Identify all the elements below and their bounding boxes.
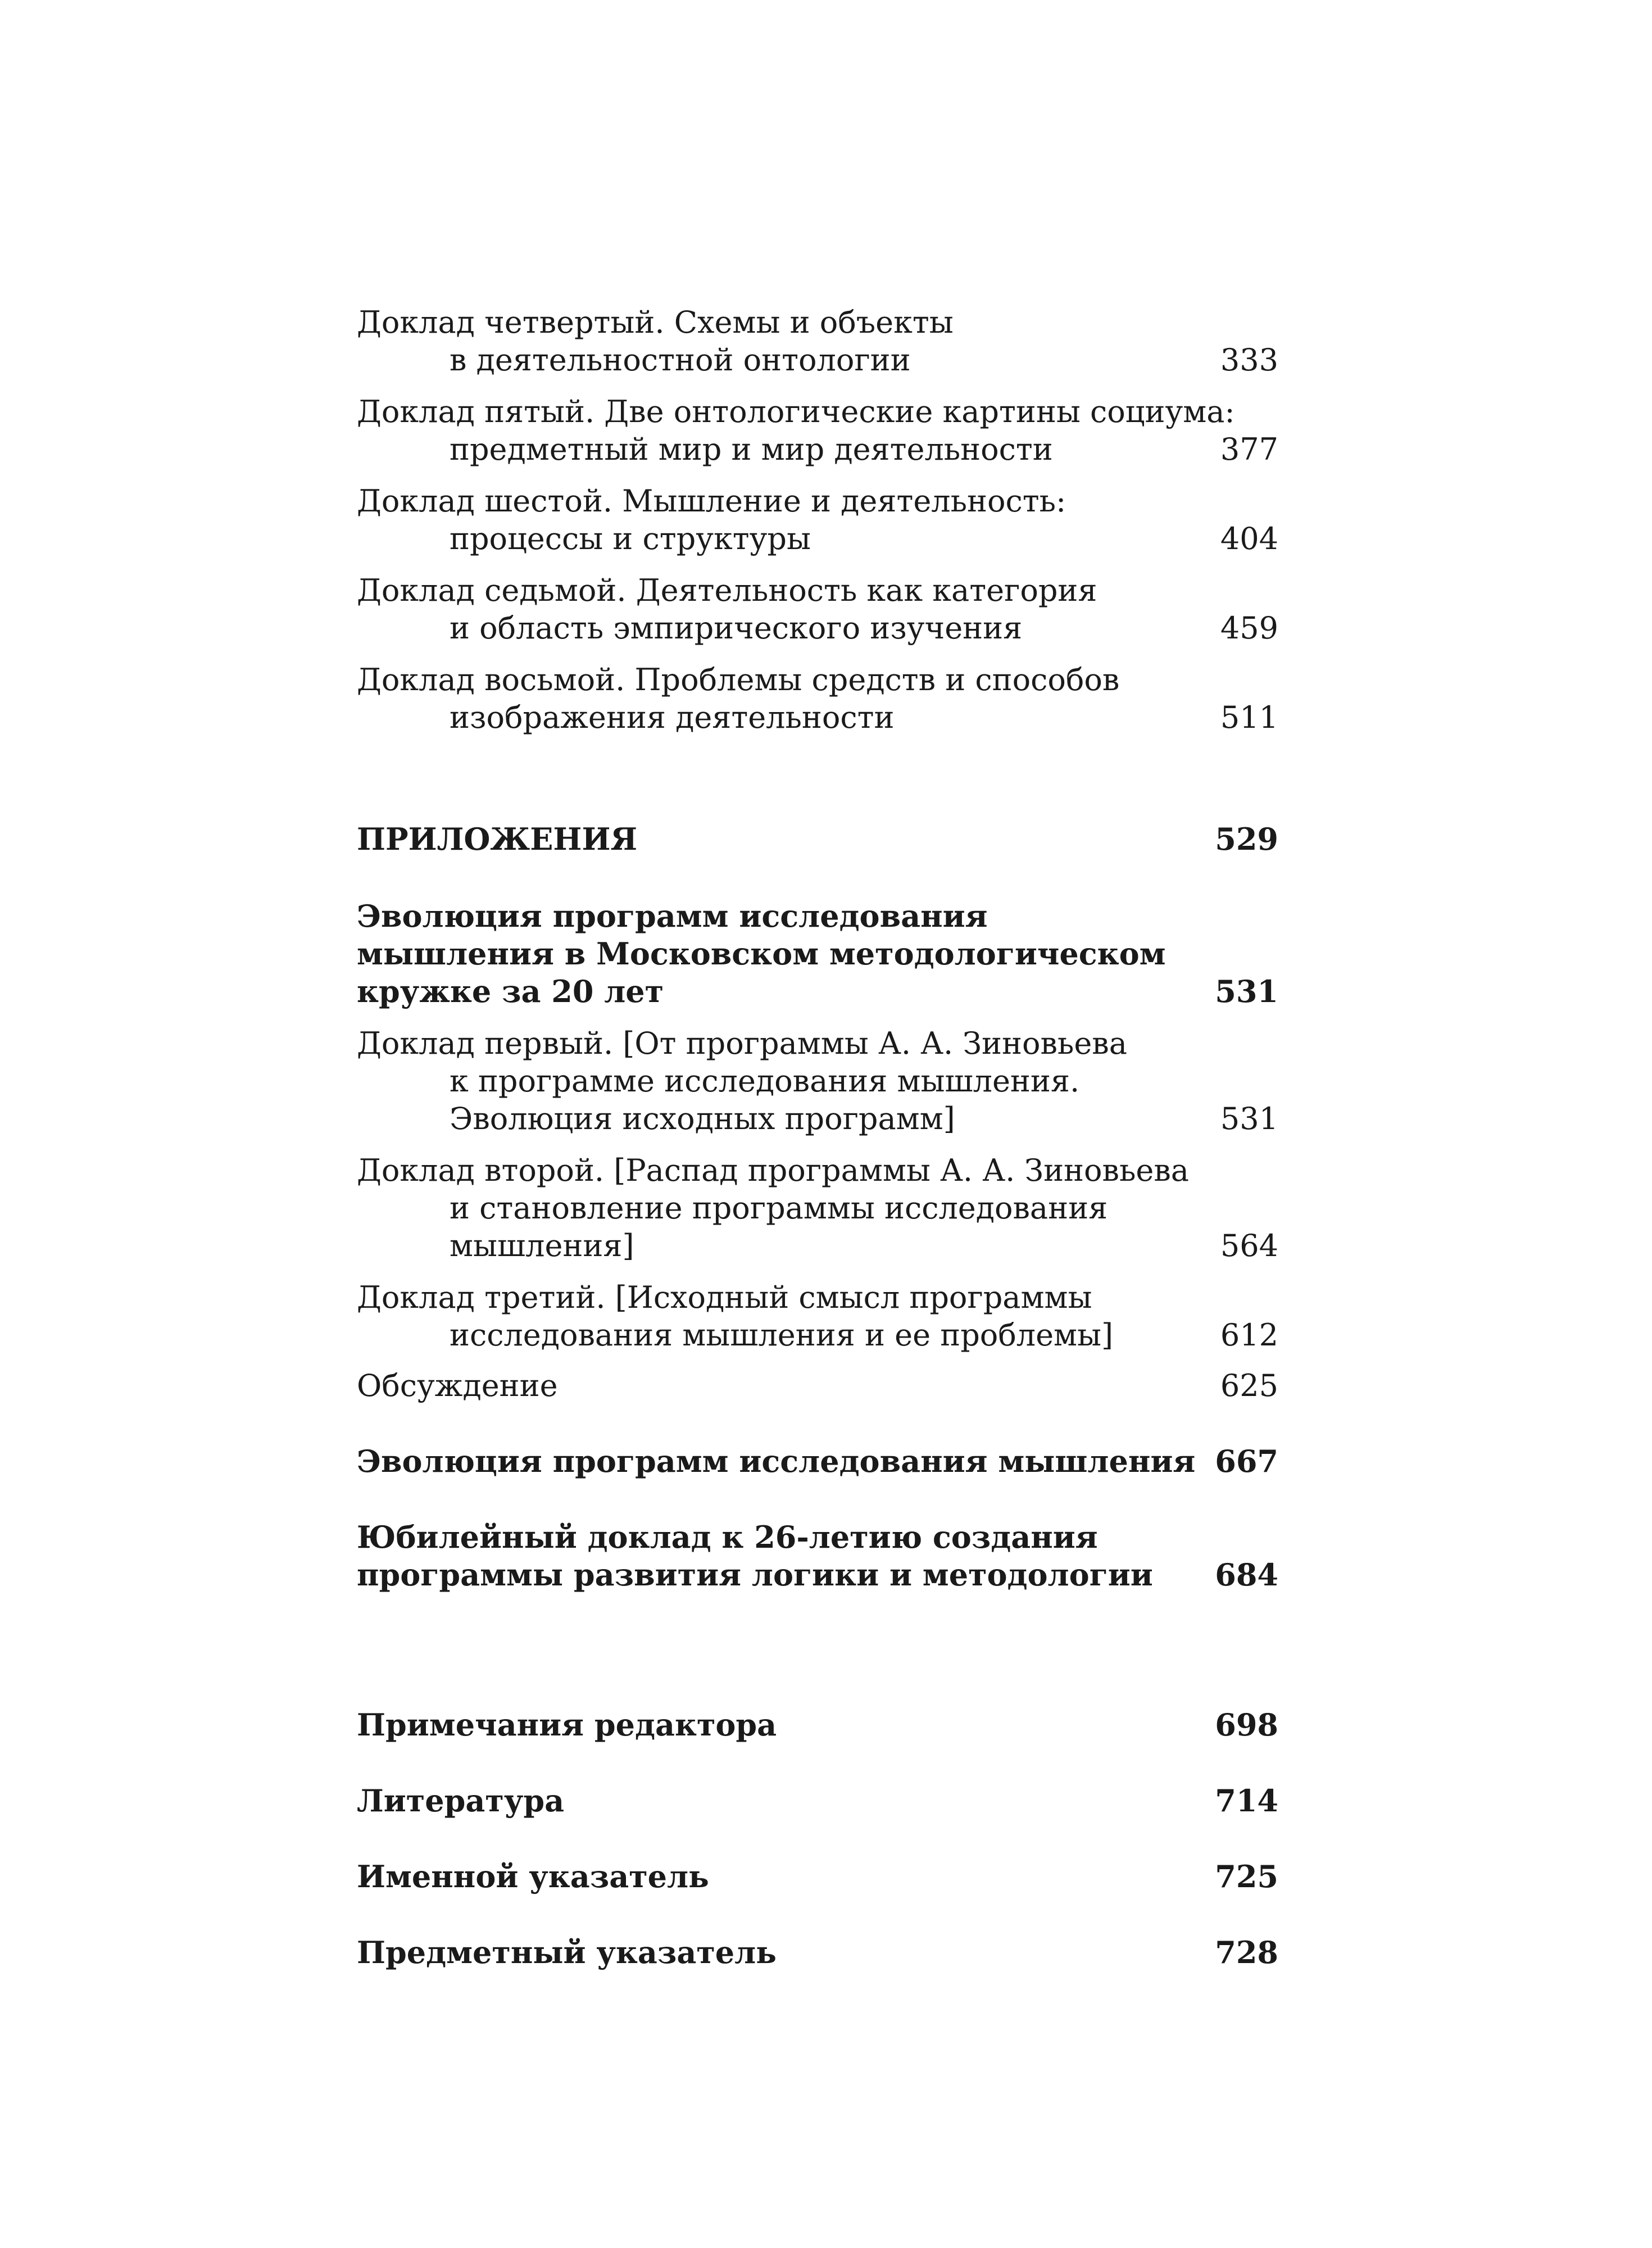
toc-page-number: 564 <box>1220 1228 1278 1263</box>
table-of-contents <box>357 303 1278 1971</box>
toc-entry-title-line: Эволюция исходных программ] <box>450 1101 955 1136</box>
toc-entry-report-3 <box>357 1279 1278 1354</box>
toc-page-number: 531 <box>1220 1101 1278 1136</box>
toc-entry-title-line: в деятельностной онтологии <box>450 342 911 378</box>
toc-entry-title-line: и становление программы исследования <box>450 1190 1108 1226</box>
toc-entry-title-line: процессы и структуры <box>450 521 811 556</box>
toc-entry-title-line: Обсуждение <box>357 1368 558 1403</box>
toc-entry-report-6 <box>357 482 1278 558</box>
toc-entry-title-line: предметный мир и мир деятельности <box>450 432 1053 467</box>
toc-entry-title-line: исследования мышления и ее проблемы] <box>450 1317 1114 1353</box>
toc-entry-report-1 <box>357 1025 1278 1137</box>
toc-entry-title-line: Юбилейный доклад к 26-летию создания <box>357 1519 1098 1555</box>
toc-page-number: 698 <box>1215 1707 1278 1743</box>
toc-entry-title-line: и область эмпирического изучения <box>450 610 1023 646</box>
toc-entry-title-line: мышления в Московском методологическом <box>357 936 1166 972</box>
toc-entry-evolution-programs <box>357 1443 1278 1480</box>
toc-page-number: 531 <box>1215 973 1278 1009</box>
toc-entry-title-line: программы развития логики и методологии <box>357 1557 1153 1593</box>
toc-entry-title-line: Доклад первый. [От программы А. А. Зиновьева <box>357 1026 1127 1061</box>
toc-entry-title-line: Доклад седьмой. Деятельность как категория <box>357 573 1097 608</box>
toc-entry-report-2 <box>357 1152 1278 1265</box>
toc-entry-title-line: Доклад восьмой. Проблемы средств и способов <box>357 662 1120 697</box>
toc-entry-title-line: Доклад второй. [Распад программы А. А. Зиновьева <box>357 1153 1189 1188</box>
toc-entry-report-5 <box>357 393 1278 468</box>
toc-entry-title-line: Предметный указатель <box>357 1934 777 1970</box>
toc-page-number: 377 <box>1220 432 1278 467</box>
toc-entry-subject-index <box>357 1934 1278 1971</box>
toc-entry-discussion <box>357 1367 1278 1404</box>
toc-page-number: 612 <box>1220 1317 1278 1353</box>
toc-entry-jubilee-report <box>357 1519 1278 1594</box>
toc-page-number: 333 <box>1220 342 1278 378</box>
toc-entry-bibliography <box>357 1782 1278 1820</box>
toc-page-number: 728 <box>1215 1934 1278 1970</box>
toc-page-number: 684 <box>1215 1557 1278 1593</box>
toc-entry-title-line: Доклад пятый. Две онтологические картины социума: <box>357 394 1235 429</box>
toc-entry-title-line: кружке за 20 лет <box>357 973 664 1009</box>
toc-entry-title-line: Доклад шестой. Мышление и деятельность: <box>357 483 1066 519</box>
toc-entry-title-line: Литература <box>357 1783 565 1819</box>
toc-page-number: 511 <box>1220 700 1278 735</box>
toc-section-appendix <box>357 821 1278 858</box>
section-title: ПРИЛОЖЕНИЯ <box>357 821 638 857</box>
toc-page-number: 725 <box>1215 1859 1278 1895</box>
toc-entry-report-7 <box>357 572 1278 647</box>
toc-entry-title-line: Эволюция программ исследования <box>357 898 988 934</box>
toc-page-number: 714 <box>1215 1783 1278 1819</box>
toc-entry-title-line: Примечания редактора <box>357 1707 777 1743</box>
toc-entry-title-line: мышления] <box>450 1228 634 1263</box>
toc-page-number: 667 <box>1215 1443 1278 1479</box>
toc-page-number: 404 <box>1220 521 1278 556</box>
toc-entry-editor-notes <box>357 1706 1278 1744</box>
toc-entry-title-line: Именной указатель <box>357 1859 709 1895</box>
toc-entry-evolution-20-years <box>357 898 1278 1010</box>
toc-entry-title-line: изображения деятельности <box>450 700 895 735</box>
toc-entry-title-line: к программе исследования мышления. <box>450 1063 1080 1099</box>
toc-entry-title-line: Эволюция программ исследования мышления <box>357 1443 1196 1479</box>
toc-entry-title-line: Доклад четвертый. Схемы и объекты <box>357 305 954 340</box>
toc-page-number: 459 <box>1220 610 1278 646</box>
toc-entry-title-line: Доклад третий. [Исходный смысл программы <box>357 1280 1092 1315</box>
toc-entry-name-index <box>357 1858 1278 1896</box>
toc-page-number: 529 <box>1215 821 1278 857</box>
toc-entry-report-8 <box>357 661 1278 736</box>
toc-page-number: 625 <box>1220 1368 1278 1403</box>
toc-entry-report-4 <box>357 303 1278 379</box>
